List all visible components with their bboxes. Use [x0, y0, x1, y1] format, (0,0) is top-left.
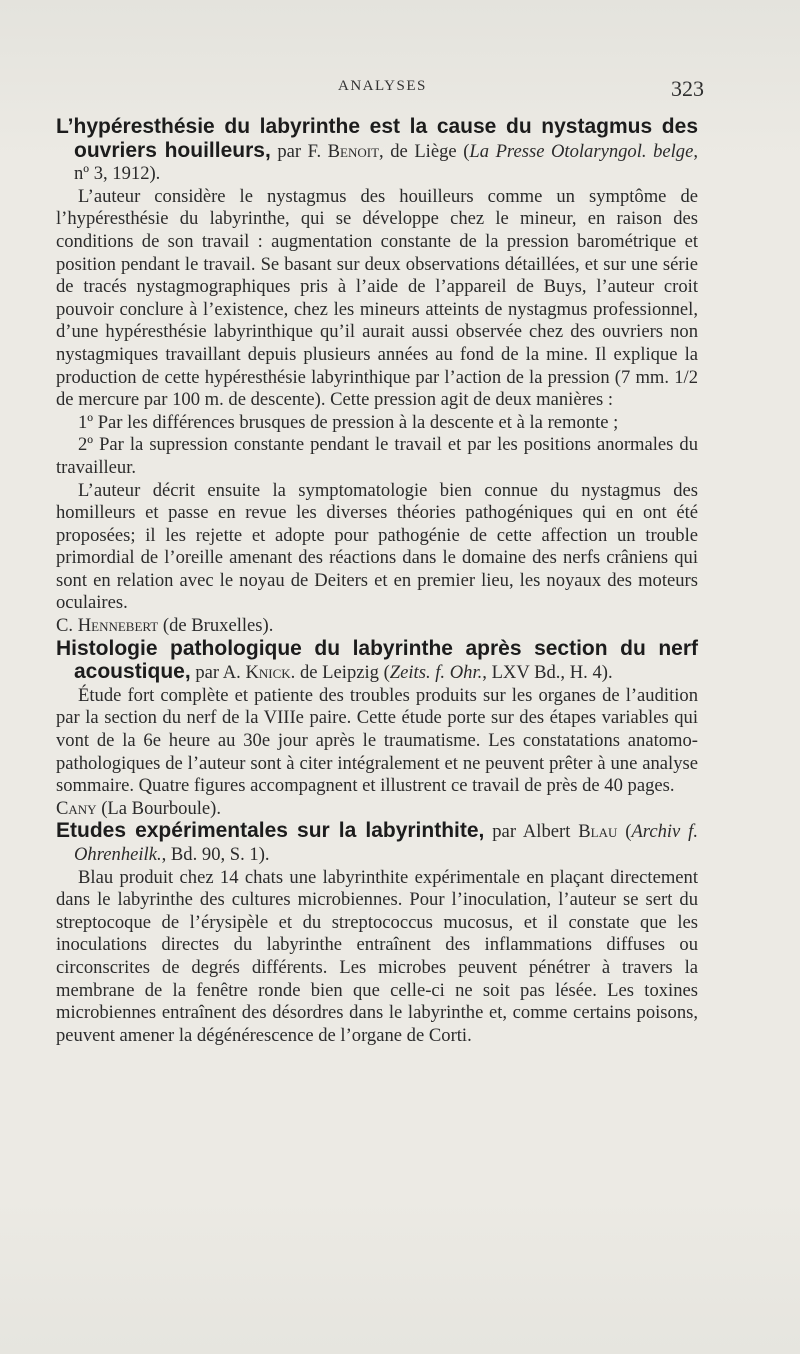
abstract-1-ref-mid: , de Liège (: [379, 140, 470, 162]
abstract-2: [56, 638, 698, 821]
abstract-2-signature: [56, 798, 698, 821]
abstract-2-author: Knick: [245, 662, 291, 684]
abstract-3: [56, 820, 698, 1047]
abstract-2-signature-place: (La Bourboule).: [96, 797, 222, 819]
abstract-1-ref-post: , nº 3, 1912).: [74, 140, 699, 185]
abstract-2-title: Histologie pathologique du labyrinthe après section du nerf acoustique,: [56, 636, 698, 684]
abstract-3-ref-mid: (: [617, 821, 632, 843]
abstract-1-signature-name: C. Hennebert: [56, 615, 159, 637]
abstract-2-ref-post: , LXV Bd., H. 4).: [482, 662, 613, 684]
abstract-1-paragraph: L’auteur considère le nystagmus des houilleurs comme un symptôme de l’hypéresthésie du labyrinthe, qui se développe chez le mineur, en raison des conditions de son travail : augmentation constante de la pression barométrique et position pendant le travail. Se basant sur deux observations détaillées, et sur une série de tracés nystagmographiques pris à l’aide de l’appareil de Buys, l’auteur croit pouvoir conclure à l’existence, chez les mineurs atteints de nystagmus professionnel, d’une hypéresthésie labyrinthique qu’il aurait aussi observée chez des ouvriers non nystagmiques travaillant depuis plusieurs années au fond de la mine. Il explique la production de cette hypéresthésie labyrinthique par l’action de la pression (7 mm. 1/2 de mercure par 100 m. de descente). Cette pression agit de deux manières :: [56, 185, 698, 411]
abstract-2-heading: [56, 638, 698, 685]
running-title: ANALYSES: [338, 78, 427, 94]
abstract-3-title: Etudes expérimentales sur la labyrinthite,: [56, 819, 485, 843]
abstract-2-signature-name: Cany: [56, 797, 97, 819]
abstract-3-journal: Archiv f. Ohrenheilk.: [74, 821, 698, 865]
abstract-2-paragraph: Étude fort complète et patiente des troubles produits sur les organes de l’audition par la section du nerf de la VIIIe paire. Cette étude porte sur des étapes variables qui vont de la 6e heure au 30e jour après le traumatisme. Les constatations anatomo-pathologiques de l’auteur sont à citer intégralement et ne peuvent prêter à une analyse sommaire. Quatre figures accompagnent et illustrent ce travail de près de 40 pages.: [56, 684, 698, 797]
abstract-3-ref-post: , Bd. 90, S. 1).: [161, 844, 270, 865]
abstract-3-paragraph: Blau produit chez 14 chats une labyrinthite expérimentale en plaçant directement dans le labyrinthe des cultures microbiennes. Pour l’inoculation, l’auteur se sert du streptocoque de l’érysipèle et du streptococcus mucosus, et il constate que les inoculations directes du labyrinthe entraînent des inflammations diffuses ou circonscrites de degrés différents. Les microbes peuvent pénétrer à travers la membrane de la fenêtre ronde bien que celle-ci ne soit pas lésée. Les toxines microbiennes entraînent des désordres dans le labyrinthe et, comme certains poisons, peuvent amener la dégénérescence de l’organe de Corti.: [56, 866, 698, 1046]
abstract-1-signature-place: (de Bruxelles).: [158, 615, 274, 637]
abstract-2-journal: Zeits. f. Ohr.: [389, 662, 483, 684]
abstract-1: [56, 116, 698, 638]
abstract-1-ref-pre: par F.: [270, 140, 328, 162]
abstract-2-ref-mid: . de Leipzig (: [290, 662, 390, 684]
abstract-2-ref-pre: par A.: [190, 662, 246, 684]
abstract-3-ref-pre: par Albert: [484, 821, 579, 843]
abstract-1-paragraph: 2º Par la supression constante pendant le travail et par les positions anormales du travailleur.: [56, 434, 698, 478]
abstract-1-paragraph: L’auteur décrit ensuite la symptomatologie bien connue du nystagmus des homilleurs et passe en revue les diverses théories pathogéniques qui en ont été proposées; il les rejette et adopte pour pathogénie de cette affection un trouble primordial de l’oreille amenant des réactions dans le domaine des nerfs crâniens qui sont en relation avec le noyau de Deiters et en premier lieu, les noyaux des moteurs oculaires.: [56, 479, 698, 614]
running-header: [56, 76, 704, 100]
abstract-1-journal: La Presse Otolaryngol. belge: [469, 140, 694, 162]
abstract-1-paragraph: 1º Par les différences brusques de pression à la descente et à la remonte ;: [78, 411, 619, 433]
abstract-3-author: Blau: [578, 821, 618, 843]
abstract-1-signature: [56, 615, 698, 638]
page-number: 323: [671, 76, 704, 101]
abstract-1-author: Benoit: [327, 140, 380, 162]
page-body: [56, 116, 698, 1047]
abstract-3-heading: [56, 820, 698, 866]
abstract-1-heading: [56, 116, 698, 186]
abstract-1-title: L’hypéresthésie du labyrinthe est la cause du nystagmus des ouvriers houilleurs,: [56, 115, 698, 162]
